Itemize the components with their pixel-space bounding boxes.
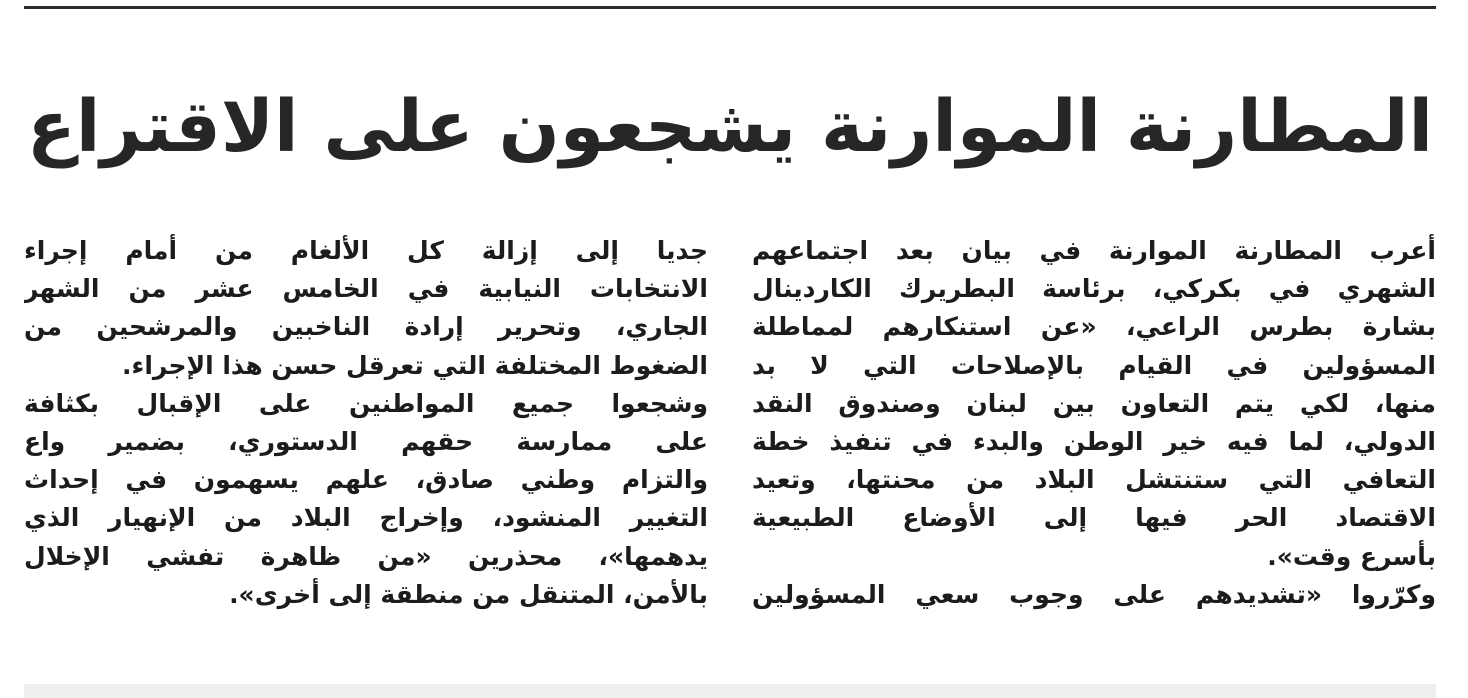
body-line: الاقتصاد الحر فيها إلى الأوضاع الطبيعية xyxy=(752,503,1436,533)
body-line: المسؤولين في القيام بالإصلاحات التي لا بد xyxy=(752,350,1436,380)
body-line: الضغوط المختلفة التي تعرقل حسن هذا الإجراء. xyxy=(122,350,708,380)
body-line: أعرب المطارنة الموارنة في بيان بعد اجتماعهم xyxy=(752,236,1436,265)
body-line: بأسرع وقت». xyxy=(1267,541,1436,571)
article-column-left xyxy=(24,232,708,652)
body-line: التعافي التي ستنتشل البلاد من محنتها، وتعيد xyxy=(752,465,1436,495)
body-line: وشجعوا جميع المواطنين على الإقبال بكثافة xyxy=(24,388,708,418)
body-line: الدولي، لما فيه خير الوطن والبدء في تنفيذ خطة xyxy=(752,426,1436,456)
body-line: على ممارسة حقهم الدستوري، بضمير واع xyxy=(24,426,708,456)
body-line: بالأمن، المتنقل من منطقة إلى أخرى». xyxy=(229,579,708,609)
body-line: الشهري في بكركي، برئاسة البطريرك الكاردينال xyxy=(752,274,1436,304)
body-line: جديا إلى إزالة كل الألغام من أمام إجراء xyxy=(24,236,708,265)
body-line: الجاري، وتحرير إرادة الناخبين والمرشحين من xyxy=(24,312,708,342)
body-line: التغيير المنشود، وإخراج البلاد من الإنهيار الذي xyxy=(24,503,708,533)
article-column-right xyxy=(752,232,1436,652)
body-line: بشارة بطرس الراعي، «عن استنكارهم لمماطلة xyxy=(752,312,1436,342)
body-line: والتزام وطني صادق، علهم يسهمون في إحداث xyxy=(24,465,708,495)
body-line: وكرّروا «تشديدهم على وجوب سعي المسؤولين xyxy=(752,579,1436,609)
body-line: الانتخابات النيابية في الخامس عشر من الشهر xyxy=(24,274,708,304)
body-line: منها، لكي يتم التعاون بين لبنان وصندوق النقد xyxy=(752,388,1436,418)
headline: المطارنة الموارنة يشجعون على الاقتراع xyxy=(26,85,1433,168)
top-rule xyxy=(24,6,1436,9)
bottom-strip xyxy=(24,684,1436,698)
body-line: يدهمها»، محذرين «من ظاهرة تفشي الإخلال xyxy=(24,541,708,571)
